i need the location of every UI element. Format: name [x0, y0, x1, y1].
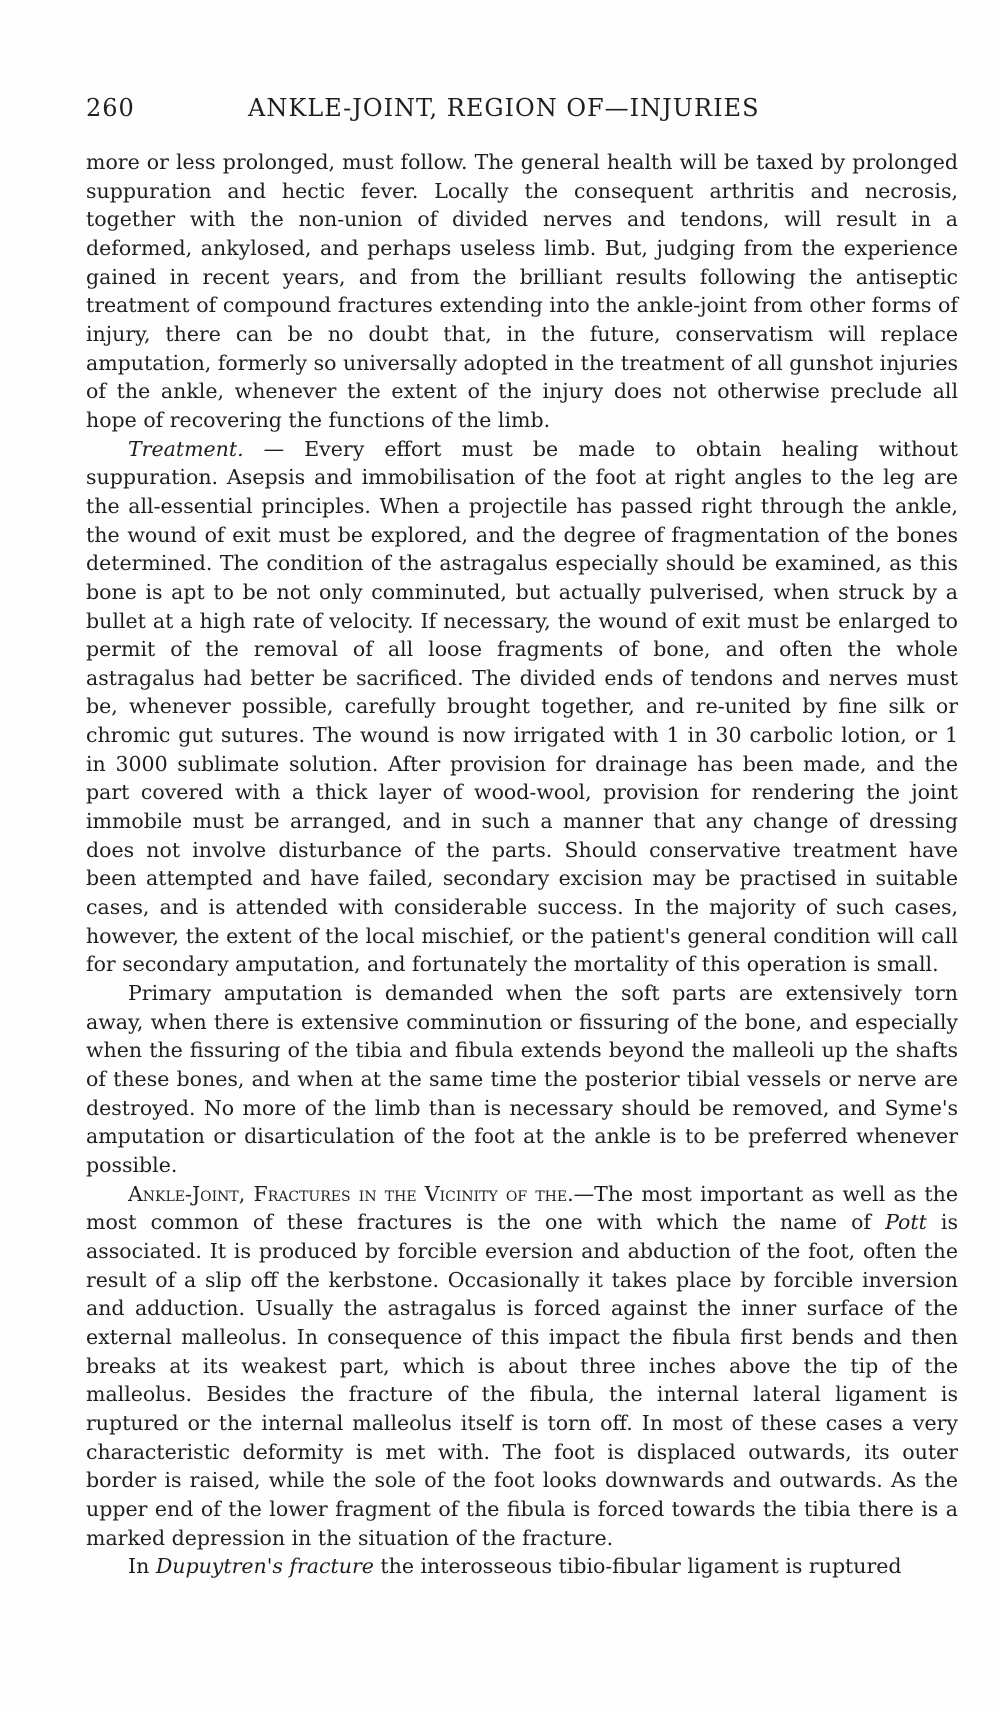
paragraph-text: more or less prolonged, must follow. The general health will be taxed by prolonged suppuration and hectic fever. Locally the consequent arthritis and necrosis, together with the non-union of divided nerves and tendons, will result in a deformed, ankylosed, and perhaps useless limb. But, judging from the experience gained in recent years, and from the brilliant results following the antiseptic treatment of compound fractures extending into the ankle-joint from other forms of injury, there can be no doubt that, in the future, conservatism will replace amputation, formerly so universally adopted in the treatment of all gunshot injuries of the ankle, whenever the extent of the injury does not otherwise preclude all hope of recovering the functions of the limb.: [86, 150, 958, 432]
paragraph-treatment: [86, 435, 958, 979]
paragraph-text: Primary amputation is demanded when the soft parts are extensively torn away, when there is extensive comminution or fissuring of the bone, and especially when the fissuring of the tibia and fibula extends beyond the malleoli up the shafts of these bones, and when at the same time the posterior tibial vessels or nerve are destroyed. No more of the limb than is necessary should be removed, and Syme's amputation or disarticulation of the foot at the ankle is to be preferred whenever possible.: [86, 981, 958, 1177]
paragraph-dupuytren: [86, 1552, 958, 1581]
paragraph-ankle-fractures: [86, 1180, 958, 1553]
dupuytren-name: Dupuytren's fracture: [155, 1554, 374, 1579]
running-head: ANKLE-JOINT, REGION OF—INJURIES: [248, 94, 760, 122]
paragraph-text: — Every effort must be made to obtain healing without suppuration. Asepsis and immobilisation of the foot at right angles to the leg are the all-essential principles. When a projectile has passed right through the ankle, the wound of exit must be explored, and the degree of fragmentation of the bones determined. The condition of the astragalus especially should be examined, as this bone is apt to be not only comminuted, but actually pulverised, when struck by a bullet at a high rate of velocity. If necessary, the wound of exit must be enlarged to permit of the removal of all loose fragments of bone, and often the whole astragalus had better be sacrificed. The divided ends of tendons and nerves must be, whenever possible, carefully brought together, and re-united by fine silk or chromic gut sutures. The wound is now irrigated with 1 in 30 carbolic lotion, or 1 in 3000 sublimate solution. After provision for drainage has been made, and the part covered with a thick layer of wood-wool, provision for rendering the joint immobile must be arranged, and in such a manner that any change of dressing does not involve disturbance of the parts. Should conservative treatment have been attempted and have failed, secondary excision may be practised in suitable cases, and is attended with considerable success. In the majority of such cases, however, the extent of the local mischief, or the patient's general condition will call for secondary amputation, and fortunately the mortality of this operation is small.: [86, 436, 958, 977]
paragraph-text: —The most important as well as the most common of these fractures is the one with which the name of: [86, 1181, 959, 1235]
treatment-heading: Treatment.: [128, 436, 244, 461]
paragraph-gunshot-prognosis: [86, 148, 958, 435]
paragraph-text: is associated. It is produced by forcible eversion and abduction of the foot, often the result of a slip off the kerbstone. Occasionally it takes place by forcible inversion and adduction. Usually the astragalus is forced against the inner surface of the external malleolus. In consequence of this impact the fibula first bends and then breaks at its weakest part, which is about three inches above the tip of the malleolus. Besides the fracture of the fibula, the internal lateral ligament is ruptured or the internal malleolus itself is torn off. In most of these cases a very characteristic deformity is met with. The foot is displaced outwards, its outer border is raised, while the sole of the foot looks downwards and outwards. As the upper end of the lower fragment of the fibula is forced towards the tibia there is a marked depression in the situation of the fracture.: [86, 1210, 958, 1550]
paragraph-primary-amputation: [86, 979, 958, 1180]
body-text: [86, 148, 958, 1581]
page-header: [86, 94, 958, 126]
paragraph-text: In: [128, 1554, 156, 1579]
potts-name: Pott: [885, 1210, 927, 1235]
page-number: 260: [86, 94, 135, 122]
section-heading: Ankle-Joint, Fractures in the Vicinity of the.: [128, 1181, 574, 1206]
paragraph-text: the interosseous tibio-fibular ligament is ruptured: [373, 1554, 902, 1579]
